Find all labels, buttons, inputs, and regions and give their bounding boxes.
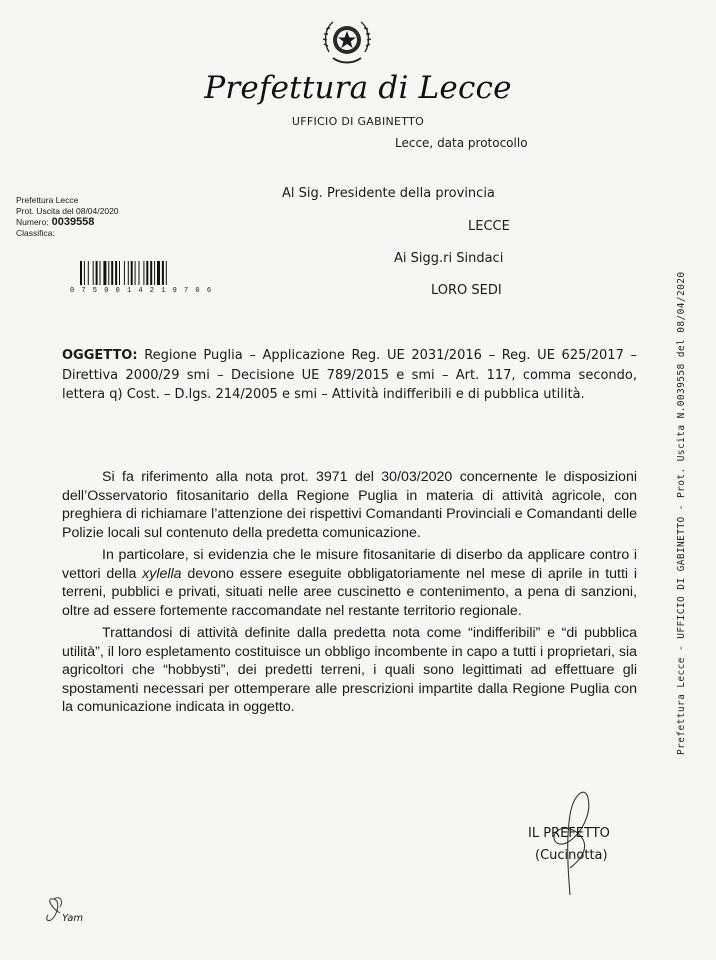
subject-text: Regione Puglia – Applicazione Reg. UE 2031/2016 – Reg. UE 625/2017 – Direttiva 2000/29 smi – Decisione UE 789/2015 e smi – Art. 117, comma secondo, lettera q) Cost. – D.lgs. 214/2005 e smi – Attività indifferibili e di pubblica utilità. [62, 348, 637, 402]
subject-block [62, 346, 637, 405]
barcode-bar [166, 261, 167, 285]
recipient-line-4: LORO SEDI [431, 283, 502, 298]
signature-title: IL PREFETTO [528, 826, 610, 841]
italian-republic-emblem-icon [319, 12, 375, 70]
body-p2-italic: xylella [142, 565, 182, 582]
subject-label: OGGETTO: [62, 348, 138, 363]
barcode-bar [93, 261, 94, 285]
prefettura-title: Prefettura di Lecce [204, 70, 512, 106]
protocol-stamp [16, 195, 119, 239]
stamp-number-label: Numero: [16, 217, 49, 227]
barcode-bar [111, 261, 113, 285]
body-paragraph-2 [62, 546, 637, 620]
barcode-bar [80, 261, 82, 285]
recipient-line-3: Ai Sigg.ri Sindaci [394, 251, 504, 266]
signature-name: (Cucinotta) [535, 848, 608, 863]
initials-text: Yam [62, 913, 84, 924]
stamp-number-row [16, 217, 119, 228]
barcode-bar [154, 261, 155, 285]
barcode-bar [162, 261, 164, 285]
barcode-bar [150, 261, 152, 285]
barcode-bar [119, 261, 120, 285]
barcode-bar [131, 261, 133, 285]
stamp-date: Prot. Uscita del 08/04/2020 [16, 206, 119, 216]
barcode-bar [135, 261, 136, 285]
place-date: Lecce, data protocollo [395, 136, 528, 150]
barcode-bar [84, 261, 85, 285]
stamp-number-value: 0039558 [51, 216, 95, 228]
office-name: UFFICIO DI GABINETTO [291, 115, 425, 128]
barcode-bar [128, 261, 129, 285]
barcode-bar [96, 261, 98, 285]
barcode [80, 261, 193, 285]
letter-body [62, 468, 637, 721]
stamp-classifica: Classifica: [16, 228, 55, 238]
barcode-bar [143, 261, 144, 285]
barcode-bar [103, 261, 106, 285]
recipient-line-2: LECCE [468, 219, 510, 234]
barcode-bar [88, 261, 89, 285]
barcode-bar [124, 261, 125, 285]
barcode-bar [100, 261, 101, 285]
stamp-office: Prefettura Lecce [16, 195, 79, 205]
barcode-digits: 0 7 5 0 0 1 4 2 1 9 7 0 6 [70, 287, 213, 295]
body-paragraph-1: Si fa riferimento alla nota prot. 3971 del 30/03/2020 concernente le disposizioni dell’Osservatorio fitosanitario della Regione Puglia in materia di attività agricole, con preghiera di richiamare l’attenzione dei rispettivi Comandanti Provinciali e Comandanti delle Polizie locali sul contenuto della predetta comunicazione. [62, 469, 637, 541]
barcode-bar [157, 261, 160, 285]
body-p2-text-a: In particolare, si evidenzia che le misure fitosanitarie di diserbo da applicare contro i vettori della [62, 547, 637, 582]
barcode-bar [108, 261, 109, 285]
barcode-bar [139, 261, 140, 285]
side-protocol-text: Prefettura Lecce - UFFICIO DI GABINETTO - Prot. Uscita N.0039558 del 08/04/2020 [676, 271, 687, 755]
recipient-line-1: Al Sig. Presidente della provincia [282, 186, 495, 201]
barcode-bar [146, 261, 148, 285]
body-p2-text-b: devono essere eseguite obbligatoriamente nel mese di aprile in tutti i terreni, pubblici e privati, situati nelle aree cuscinetto e contenimento, a pena di sanzioni, oltre ad essere fortemente raccomandate nel restante territorio regionale. [62, 565, 637, 619]
barcode-bar [115, 261, 117, 285]
body-paragraph-3: Trattandosi di attività definite dalla predetta nota come “indifferibili” e “di pubblica utilità”, il loro espletamento costituisce un obbligo incombente in capo a tutti i proprietari, sia agricoltori che “hobbysti”, dei predetti terreni, i quali sono legittimati ad effettuare gli spostamenti necessari per ottemperare alle prescrizioni impartite dalla Regione Puglia con la comunicazione indicata in oggetto. [62, 625, 637, 715]
